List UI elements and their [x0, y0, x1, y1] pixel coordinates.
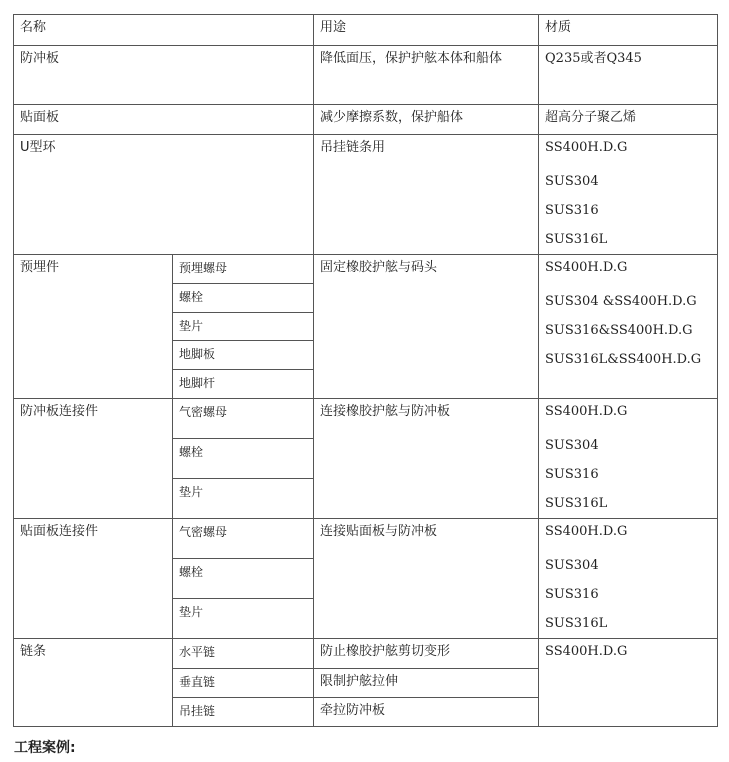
row-use: 固定橡胶护舷与码头	[320, 260, 438, 275]
header-use: 用途	[320, 20, 347, 35]
part-name: 垫片	[179, 319, 204, 333]
material-item: SUS316	[545, 203, 599, 218]
table-row	[14, 105, 718, 135]
material-item: SUS316L	[545, 232, 608, 247]
material-item: SUS316L	[545, 616, 608, 631]
part-name: 垫片	[179, 605, 204, 619]
row-use: 减少摩擦系数，保护船体	[320, 110, 464, 125]
material-item: SUS316&SS400H.D.G	[545, 323, 693, 338]
material-item: SUS304 &SS400H.D.G	[545, 294, 697, 309]
part-name: 水平链	[179, 645, 216, 659]
material-item: SS400H.D.G	[545, 260, 628, 275]
part-name: 螺栓	[179, 565, 204, 579]
table-row	[14, 399, 718, 439]
material-item: SUS304	[545, 438, 599, 453]
row-use: 防止橡胶护舷剪切变形	[320, 644, 451, 659]
part-name: 垂直链	[179, 675, 216, 689]
row-name: 防冲板连接件	[20, 404, 99, 419]
row-material: Q235或者Q345	[545, 51, 642, 66]
material-item: SUS316L&SS400H.D.G	[545, 352, 702, 367]
row-materials	[539, 399, 717, 518]
header-row	[14, 15, 718, 46]
material-item: SS400H.D.G	[545, 644, 628, 659]
row-name: 链条	[20, 644, 47, 659]
row-material: 超高分子聚乙烯	[545, 110, 637, 125]
row-use: 限制护舷拉伸	[320, 674, 399, 689]
part-name: 吊挂链	[179, 704, 216, 718]
table-row	[14, 135, 718, 255]
material-item: SUS304	[545, 558, 599, 573]
part-name: 气密螺母	[179, 525, 228, 539]
row-materials	[539, 255, 717, 374]
part-name: 螺栓	[179, 445, 204, 459]
spec-table	[13, 14, 718, 727]
table-row	[14, 255, 718, 284]
part-name: 地脚杆	[179, 376, 216, 390]
material-item: SUS304	[545, 174, 599, 189]
row-materials	[539, 639, 717, 662]
part-name: 气密螺母	[179, 405, 228, 419]
table-row	[14, 519, 718, 559]
table-row	[14, 639, 718, 669]
row-use: 降低面压，保护护舷本体和船体	[320, 51, 503, 66]
header-name: 名称	[20, 20, 47, 35]
section-title: 工程案例:	[14, 740, 76, 756]
material-item: SS400H.D.G	[545, 524, 628, 539]
part-name: 预埋螺母	[179, 261, 228, 275]
row-use: 连接贴面板与防冲板	[320, 524, 438, 539]
header-material: 材质	[545, 20, 572, 35]
row-use: 连接橡胶护舷与防冲板	[320, 404, 451, 419]
row-name: 防冲板	[20, 51, 60, 66]
material-item: SUS316	[545, 587, 599, 602]
row-use: 吊挂链条用	[320, 140, 386, 155]
row-materials	[539, 135, 717, 254]
row-use: 牵拉防冲板	[320, 703, 386, 718]
row-name: 贴面板	[20, 110, 60, 125]
part-name: 地脚板	[179, 347, 216, 361]
part-name: 螺栓	[179, 290, 204, 304]
part-name: 垫片	[179, 485, 204, 499]
material-item: SS400H.D.G	[545, 404, 628, 419]
material-item: SUS316L	[545, 496, 608, 511]
row-name: 贴面板连接件	[20, 524, 99, 539]
material-item: SS400H.D.G	[545, 140, 628, 155]
row-materials	[539, 519, 717, 638]
material-item: SUS316	[545, 467, 599, 482]
row-name: U型环	[20, 140, 56, 155]
table-row	[14, 46, 718, 105]
row-name: 预埋件	[20, 260, 60, 275]
